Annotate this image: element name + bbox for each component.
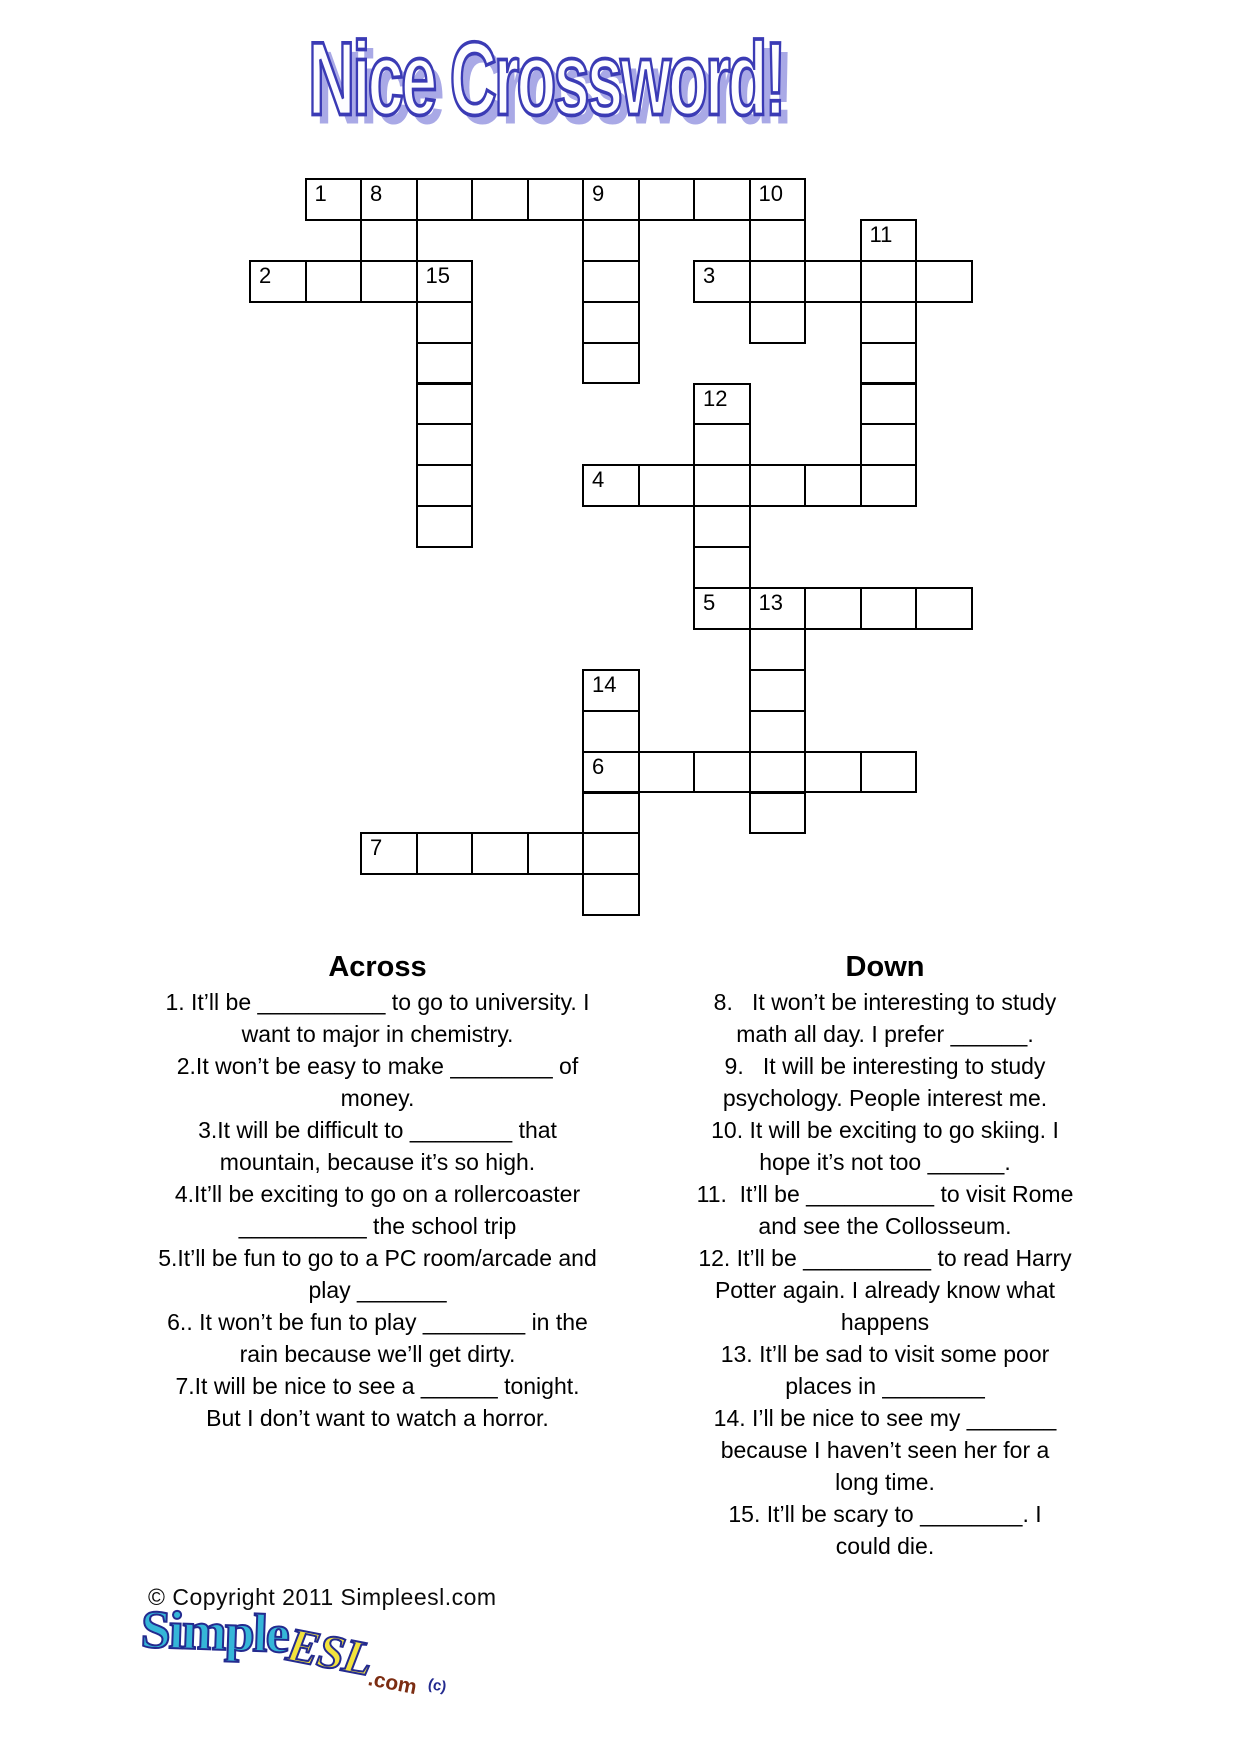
grid-cell: [693, 423, 751, 466]
across-clue-5-line: 5.It’ll be fun to go to a PC room/arcade and: [158, 1245, 597, 1271]
grid-cell: [693, 546, 751, 589]
grid-cell: [360, 832, 418, 875]
grid-cell: [749, 178, 807, 221]
logo-esl-text: ESL: [282, 1618, 377, 1687]
cell-number: 13: [758, 590, 783, 615]
across-section: [130, 948, 625, 1434]
grid-cell: [860, 260, 918, 303]
logo-com-text: .com: [366, 1667, 419, 1700]
grid-cell: [638, 751, 696, 794]
grid-cell: [582, 792, 640, 835]
cell-number: 15: [425, 262, 450, 288]
down-header: Down: [845, 951, 925, 983]
down-clue-9-line: 9. It will be interesting to study: [724, 1053, 1046, 1079]
down-clue-8-line: math all day. I prefer ______.: [736, 1021, 1034, 1047]
grid-cell: [249, 260, 307, 303]
down-clue-12-line: happens: [840, 1309, 930, 1335]
grid-cell: [582, 342, 640, 385]
across-clue-3-line: mountain, because it’s so high.: [219, 1149, 536, 1175]
grid-cell: [693, 587, 751, 630]
down-clue-12-line: Potter again. I already know what: [714, 1277, 1056, 1303]
down-clue-12-line: 12. It’ll be __________ to read Harry: [698, 1245, 1072, 1271]
grid-cell: [749, 464, 807, 507]
grid-cell: [860, 751, 918, 794]
crossword-grid: [249, 178, 979, 918]
cell-number: 12: [703, 385, 728, 411]
down-clue-13-line: places in ________: [785, 1373, 985, 1399]
grid-cell: [582, 301, 640, 344]
across-header: Across: [328, 951, 427, 983]
across-clue-list: [130, 986, 625, 1434]
across-clue-1-line: 1. It’ll be __________ to go to university. I: [165, 989, 590, 1015]
grid-cell: [693, 383, 751, 426]
down-clue-10-line: hope it’s not too ______.: [759, 1149, 1011, 1175]
grid-cell: [360, 178, 418, 221]
across-clue-4-line: __________ the school trip: [238, 1213, 517, 1239]
grid-cell: [582, 710, 640, 753]
down-clue-14-line: long time.: [835, 1469, 935, 1495]
grid-cell: [582, 669, 640, 712]
across-clue-2-line: money.: [340, 1085, 415, 1111]
cell-number: 14: [592, 671, 617, 697]
down-clue-13-line: 13. It’ll be sad to visit some poor: [720, 1341, 1050, 1367]
cell-number: 7: [370, 835, 383, 861]
grid-cell: [749, 792, 807, 835]
copyright-text: © Copyright 2011 Simpleesl.com: [148, 1584, 497, 1610]
site-logo: [139, 1598, 448, 1700]
grid-cell: [360, 260, 418, 303]
grid-cell: [582, 751, 640, 794]
grid-cell: [638, 464, 696, 507]
grid-cell: [416, 505, 474, 548]
cell-number: 10: [758, 181, 783, 206]
page-title: Nice Crossword!: [308, 21, 784, 137]
grid-cell: [360, 219, 418, 262]
grid-cell: [860, 587, 918, 630]
across-clue-7-line: But I don’t want to watch a horror.: [206, 1405, 549, 1431]
cell-number: 9: [592, 181, 605, 206]
down-clue-list: [678, 986, 1092, 1562]
down-clue-15-line: could die.: [835, 1533, 935, 1559]
grid-cell: [860, 383, 918, 426]
grid-cell: [860, 301, 918, 344]
across-clue-1-line: want to major in chemistry.: [241, 1021, 514, 1047]
down-clue-8-line: 8. It won’t be interesting to study: [713, 989, 1057, 1015]
across-clue-6-line: rain because we’ll get dirty.: [239, 1341, 516, 1367]
grid-cell: [693, 751, 751, 794]
grid-cell: [693, 178, 751, 221]
grid-cell: [749, 219, 807, 262]
grid-cell: [804, 260, 862, 303]
grid-cell: [416, 342, 474, 385]
grid-cell: [582, 464, 640, 507]
grid-cell: [860, 219, 918, 262]
grid-cell: [749, 751, 807, 794]
cell-number: 5: [703, 590, 716, 615]
across-clue-4-line: 4.It’ll be exciting to go on a rollercoaster: [174, 1181, 581, 1207]
down-section: [678, 948, 1092, 1562]
across-clue-5-line: play _______: [308, 1277, 447, 1303]
across-clue-3-line: 3.It will be difficult to ________ that: [198, 1117, 557, 1143]
down-clue-11-line: 11. It’ll be __________ to visit Rome: [696, 1181, 1074, 1207]
cell-number: 1: [314, 181, 327, 206]
grid-cell: [860, 464, 918, 507]
grid-cell: [527, 178, 585, 221]
down-clue-11-line: and see the Collosseum.: [758, 1213, 1012, 1239]
grid-cell: [305, 260, 363, 303]
cell-number: 6: [592, 753, 605, 779]
grid-cell: [416, 260, 474, 303]
grid-cell: [582, 178, 640, 221]
grid-cell: [804, 464, 862, 507]
down-clue-14-line: 14. I’ll be nice to see my _______: [713, 1405, 1057, 1431]
logo-simple-text: Simple: [139, 1598, 289, 1665]
down-clue-10-line: 10. It will be exciting to go skiing. I: [711, 1117, 1059, 1143]
grid-cell: [471, 832, 529, 875]
grid-cell: [416, 423, 474, 466]
grid-cell: [582, 873, 640, 916]
grid-cell: [416, 832, 474, 875]
grid-cell: [471, 178, 529, 221]
grid-cell: [749, 710, 807, 753]
cell-number: 4: [592, 467, 605, 493]
cell-number: 2: [259, 262, 272, 288]
grid-cell: [416, 301, 474, 344]
grid-cell: [527, 832, 585, 875]
grid-cell: [749, 301, 807, 344]
down-clue-14-line: because I haven’t seen her for a: [720, 1437, 1050, 1463]
logo-copyright-mark: (c): [426, 1675, 448, 1696]
grid-cell: [693, 260, 751, 303]
grid-cell: [749, 587, 807, 630]
grid-cell: [915, 260, 973, 303]
across-clue-7-line: 7.It will be nice to see a ______ tonight.: [175, 1373, 580, 1399]
grid-cell: [638, 178, 696, 221]
grid-cell: [804, 751, 862, 794]
grid-cell: [749, 628, 807, 671]
grid-cell: [749, 669, 807, 712]
grid-cell: [804, 587, 862, 630]
grid-cell: [915, 587, 973, 630]
grid-cell: [305, 178, 363, 221]
grid-cell: [693, 505, 751, 548]
grid-cell: [693, 464, 751, 507]
cell-number: 11: [869, 221, 893, 247]
grid-cell: [749, 260, 807, 303]
down-clue-9-line: psychology. People interest me.: [722, 1085, 1048, 1111]
grid-cell: [416, 383, 474, 426]
grid-cell: [582, 832, 640, 875]
grid-cell: [582, 219, 640, 262]
cell-number: 3: [703, 262, 716, 288]
grid-cell: [582, 260, 640, 303]
down-clue-15-line: 15. It’ll be scary to ________. I: [728, 1501, 1042, 1527]
across-clue-2-line: 2.It won’t be easy to make ________ of: [176, 1053, 579, 1079]
cell-number: 8: [370, 181, 383, 206]
grid-cell: [860, 423, 918, 466]
grid-cell: [416, 178, 474, 221]
grid-cell: [860, 342, 918, 385]
across-clue-6-line: 6.. It won’t be fun to play ________ in the: [167, 1309, 588, 1335]
grid-cell: [416, 464, 474, 507]
